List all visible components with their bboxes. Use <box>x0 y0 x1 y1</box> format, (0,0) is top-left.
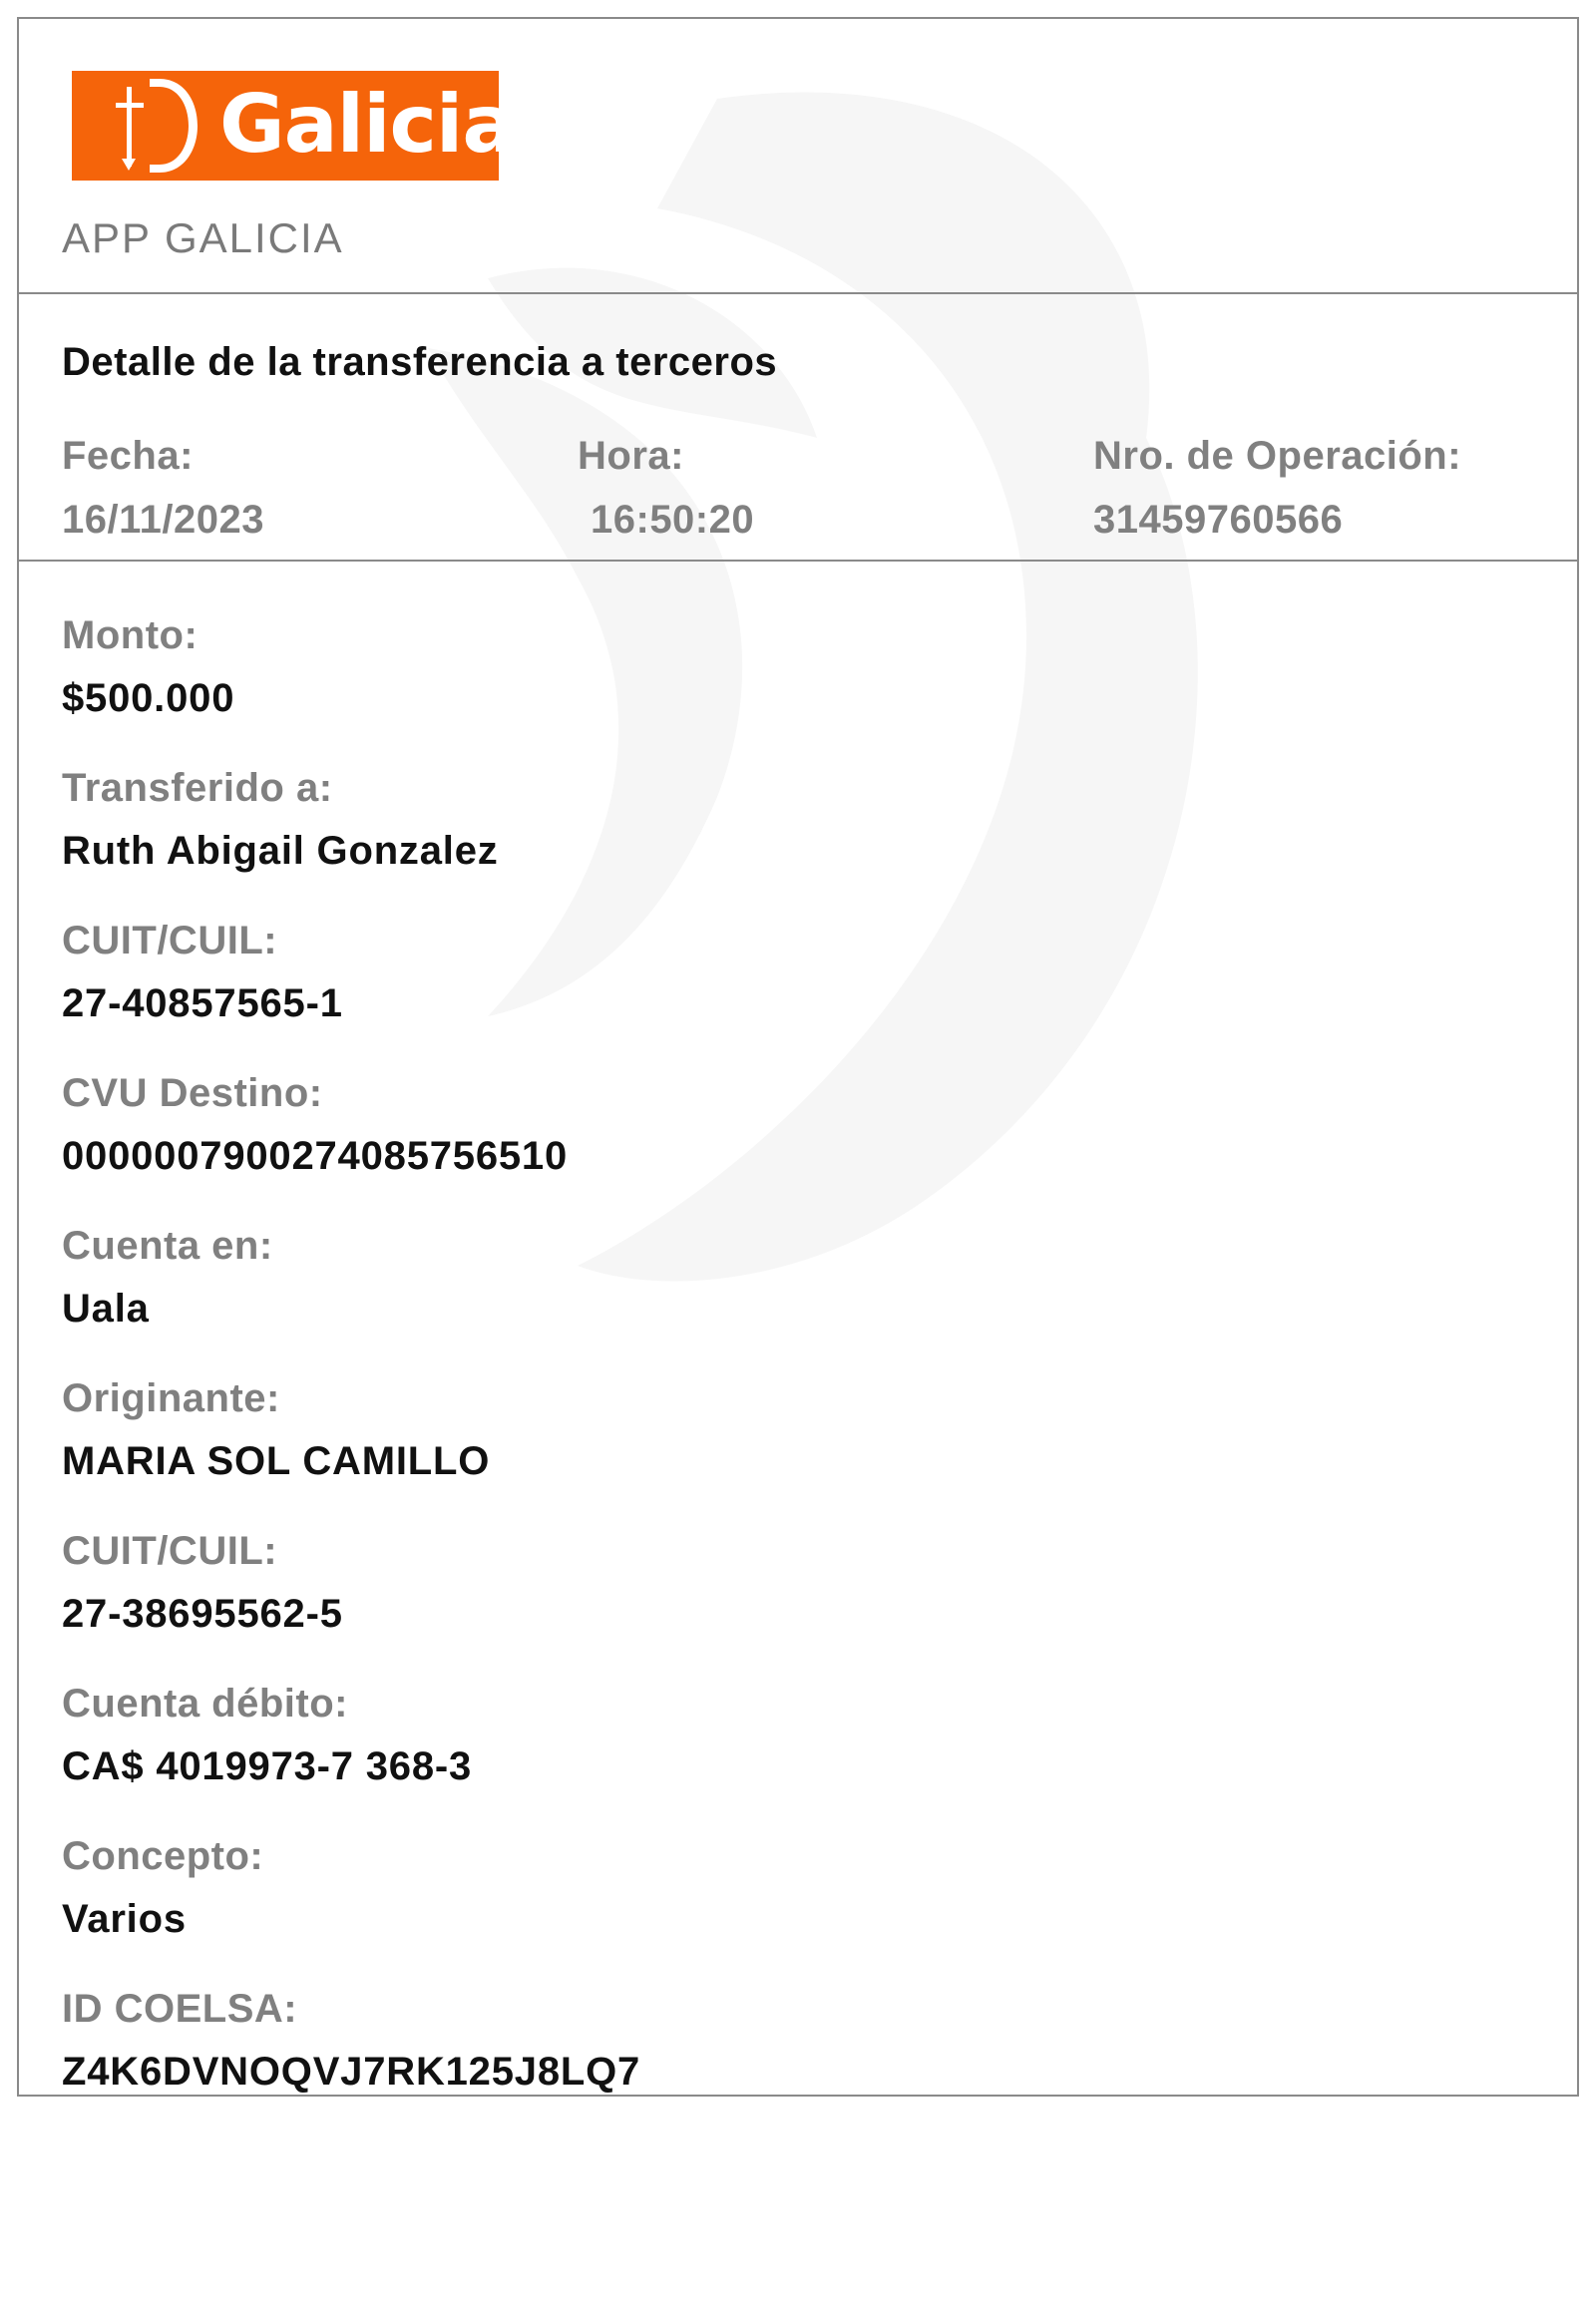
galicia-logo <box>72 71 516 181</box>
field-label: Transferido a: <box>62 766 333 810</box>
field-value: MARIA SOL CAMILLO <box>62 1439 491 1483</box>
operation-number-value: 31459760566 <box>1093 498 1344 542</box>
field-id-coelsa <box>62 1985 640 2097</box>
transfer-fields <box>62 611 640 2097</box>
field-concepto <box>62 1832 640 1985</box>
field-cuit-destino <box>62 917 640 1069</box>
operation-number-label: Nro. de Operación: <box>1093 434 1462 478</box>
operation-number-block <box>1093 432 1461 544</box>
transfer-detail-header <box>19 294 1577 562</box>
receipt-header <box>19 19 1577 294</box>
field-cvu-destino <box>62 1069 640 1222</box>
field-cuit-originante <box>62 1527 640 1680</box>
field-monto <box>62 611 640 764</box>
field-label: Cuenta en: <box>62 1224 273 1268</box>
field-label: Concepto: <box>62 1834 264 1878</box>
field-value: 27-40857565-1 <box>62 981 343 1025</box>
field-cuenta-debito <box>62 1680 640 1832</box>
field-label: Originante: <box>62 1376 280 1420</box>
field-value: Varios <box>62 1897 187 1941</box>
field-value: 27-38695562-5 <box>62 1592 343 1636</box>
fecha-block <box>62 432 264 544</box>
field-value: $500.000 <box>62 676 235 720</box>
hora-value: 16:50:20 <box>591 498 755 542</box>
hora-label: Hora: <box>578 434 684 478</box>
brand-wordmark: Galicia <box>219 78 516 171</box>
field-originante <box>62 1374 640 1527</box>
field-value: Ruth Abigail Gonzalez <box>62 829 499 873</box>
field-value: Z4K6DVNOQVJ7RK125J8LQ7 <box>62 2050 641 2094</box>
field-value: 0000007900274085756510 <box>62 1134 569 1178</box>
field-value: Uala <box>62 1287 150 1331</box>
field-cuenta-en <box>62 1222 640 1374</box>
hora-block <box>578 432 754 544</box>
field-label: Monto: <box>62 613 199 657</box>
field-transferido-a <box>62 764 640 917</box>
field-value: CA$ 4019973-7 368-3 <box>62 1744 473 1788</box>
field-label: CUIT/CUIL: <box>62 919 278 962</box>
field-label: ID COELSA: <box>62 1987 298 2031</box>
field-label: Cuenta débito: <box>62 1682 348 1726</box>
fecha-value: 16/11/2023 <box>62 498 264 542</box>
field-label: CUIT/CUIL: <box>62 1529 278 1573</box>
fecha-label: Fecha: <box>62 434 194 478</box>
page-title: Detalle de la transferencia a terceros <box>62 340 778 384</box>
app-name: APP GALICIA <box>62 214 344 261</box>
field-label: CVU Destino: <box>62 1071 323 1115</box>
transfer-receipt <box>17 17 1579 2097</box>
